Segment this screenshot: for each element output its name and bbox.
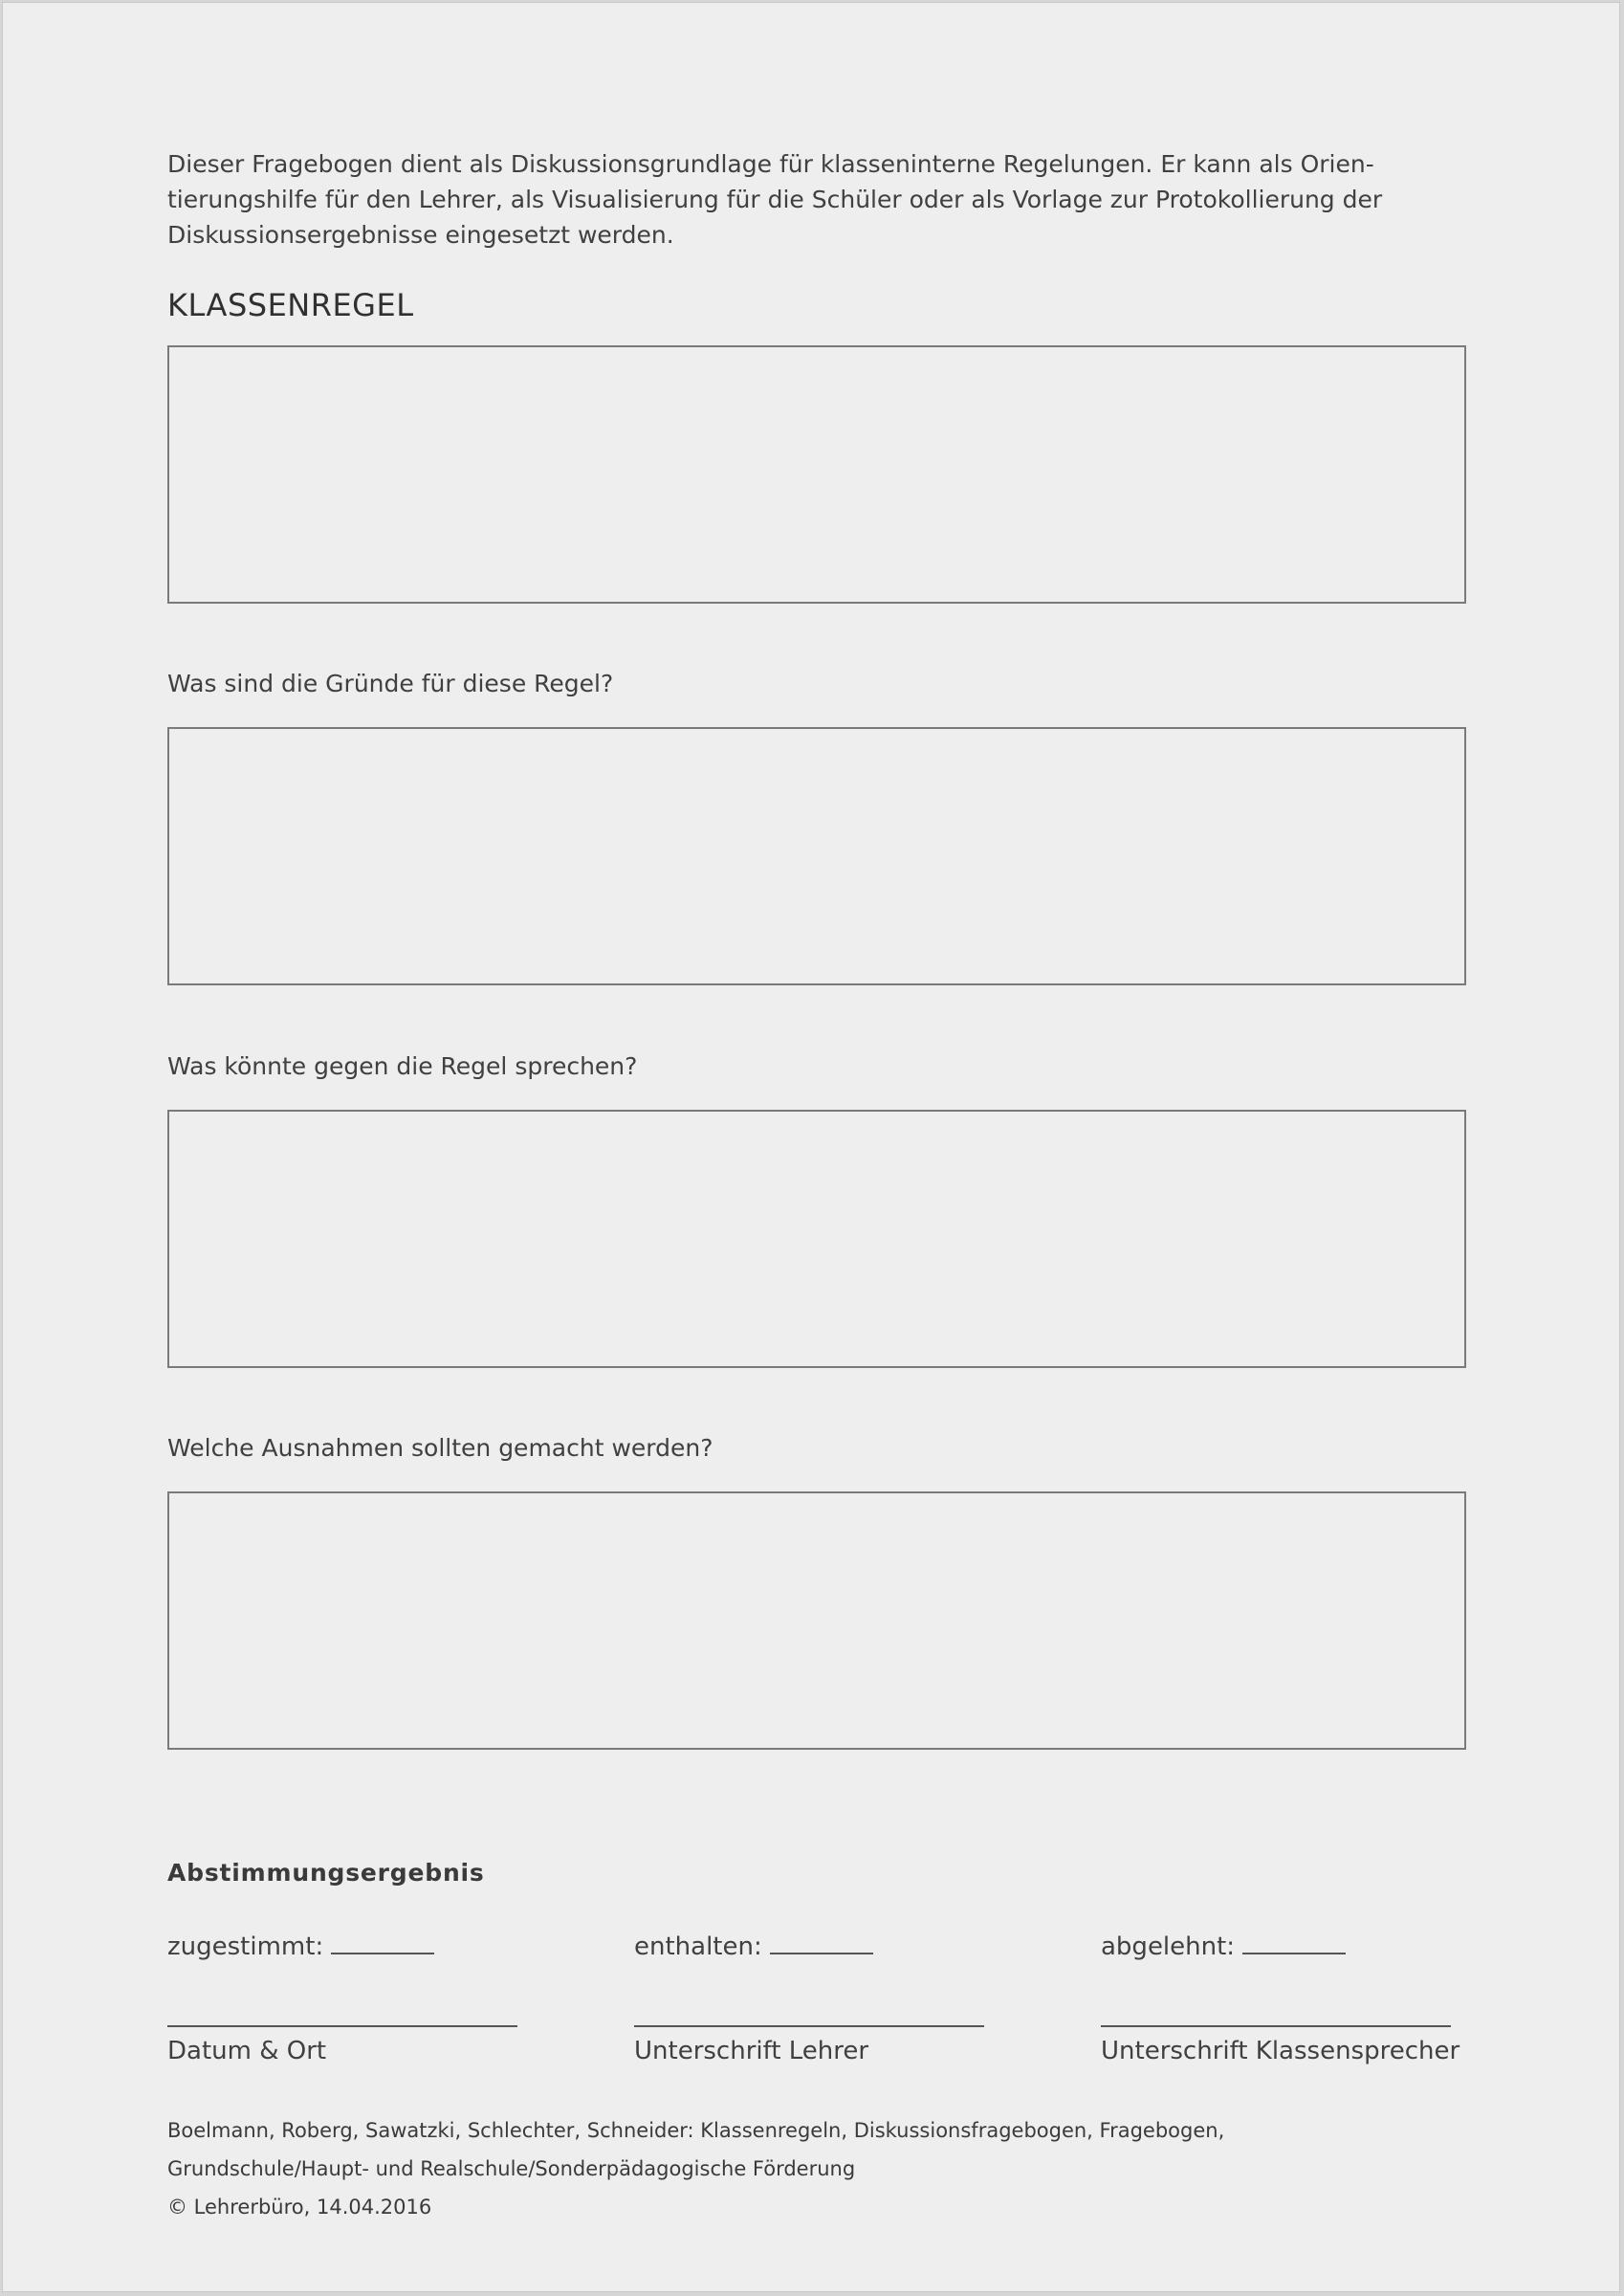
footer-credits — [167, 2111, 1459, 2226]
teacher-signature-label: Unterschrift Lehrer — [634, 2037, 869, 2065]
vote-approved-label: zugestimmt: — [167, 1932, 324, 1961]
vote-abstained-blank[interactable] — [770, 1932, 873, 1954]
vote-approved-blank[interactable] — [331, 1932, 434, 1954]
class-rep-signature-line[interactable] — [1101, 2025, 1451, 2027]
footer-line-copyright: © Lehrerbüro, 14.04.2016 — [167, 2196, 432, 2219]
question-reasons: Was sind die Gründe für diese Regel? — [167, 670, 614, 697]
question-against: Was könnte gegen die Regel sprechen? — [167, 1052, 638, 1080]
vote-abstained-label: enthalten: — [634, 1932, 762, 1961]
reasons-answer-box[interactable] — [167, 727, 1466, 985]
date-place-label: Datum & Ort — [167, 2037, 327, 2065]
vote-rejected-label: abgelehnt: — [1101, 1932, 1236, 1961]
teacher-signature-line[interactable] — [634, 2025, 984, 2027]
intro-text: Dieser Fragebogen dient als Diskussionsgrundlage für klasseninterne Regelungen. Er kann als Orien-tierungshilfe für den Lehrer, als Visualisierung für die Schüler oder als Vorlage zur Protokollierung der Diskussionsergebnisse eingesetzt werden. — [167, 150, 1383, 249]
vote-rejected — [1101, 1932, 1346, 1961]
vote-approved — [167, 1932, 434, 1961]
against-answer-box[interactable] — [167, 1110, 1466, 1368]
class-rep-signature-label: Unterschrift Klassensprecher — [1101, 2037, 1460, 2065]
question-exceptions: Welche Ausnahmen sollten gemacht werden? — [167, 1434, 713, 1462]
rule-answer-box[interactable] — [167, 345, 1466, 604]
footer-line-authors: Boelmann, Roberg, Sawatzki, Schlechter, Schneider: Klassenregeln, Diskussionsfragebogen, Fragebogen, — [167, 2119, 1225, 2142]
document-page — [2, 2, 1620, 2292]
exceptions-answer-box[interactable] — [167, 1491, 1466, 1750]
vote-rejected-blank[interactable] — [1242, 1932, 1346, 1954]
date-place-line[interactable] — [167, 2025, 517, 2027]
footer-line-school-types: Grundschule/Haupt- und Realschule/Sonderpädagogische Förderung — [167, 2157, 856, 2180]
vote-title: Abstimmungsergebnis — [167, 1859, 485, 1887]
vote-abstained — [634, 1932, 873, 1961]
page-title: KLASSENREGEL — [167, 287, 414, 323]
